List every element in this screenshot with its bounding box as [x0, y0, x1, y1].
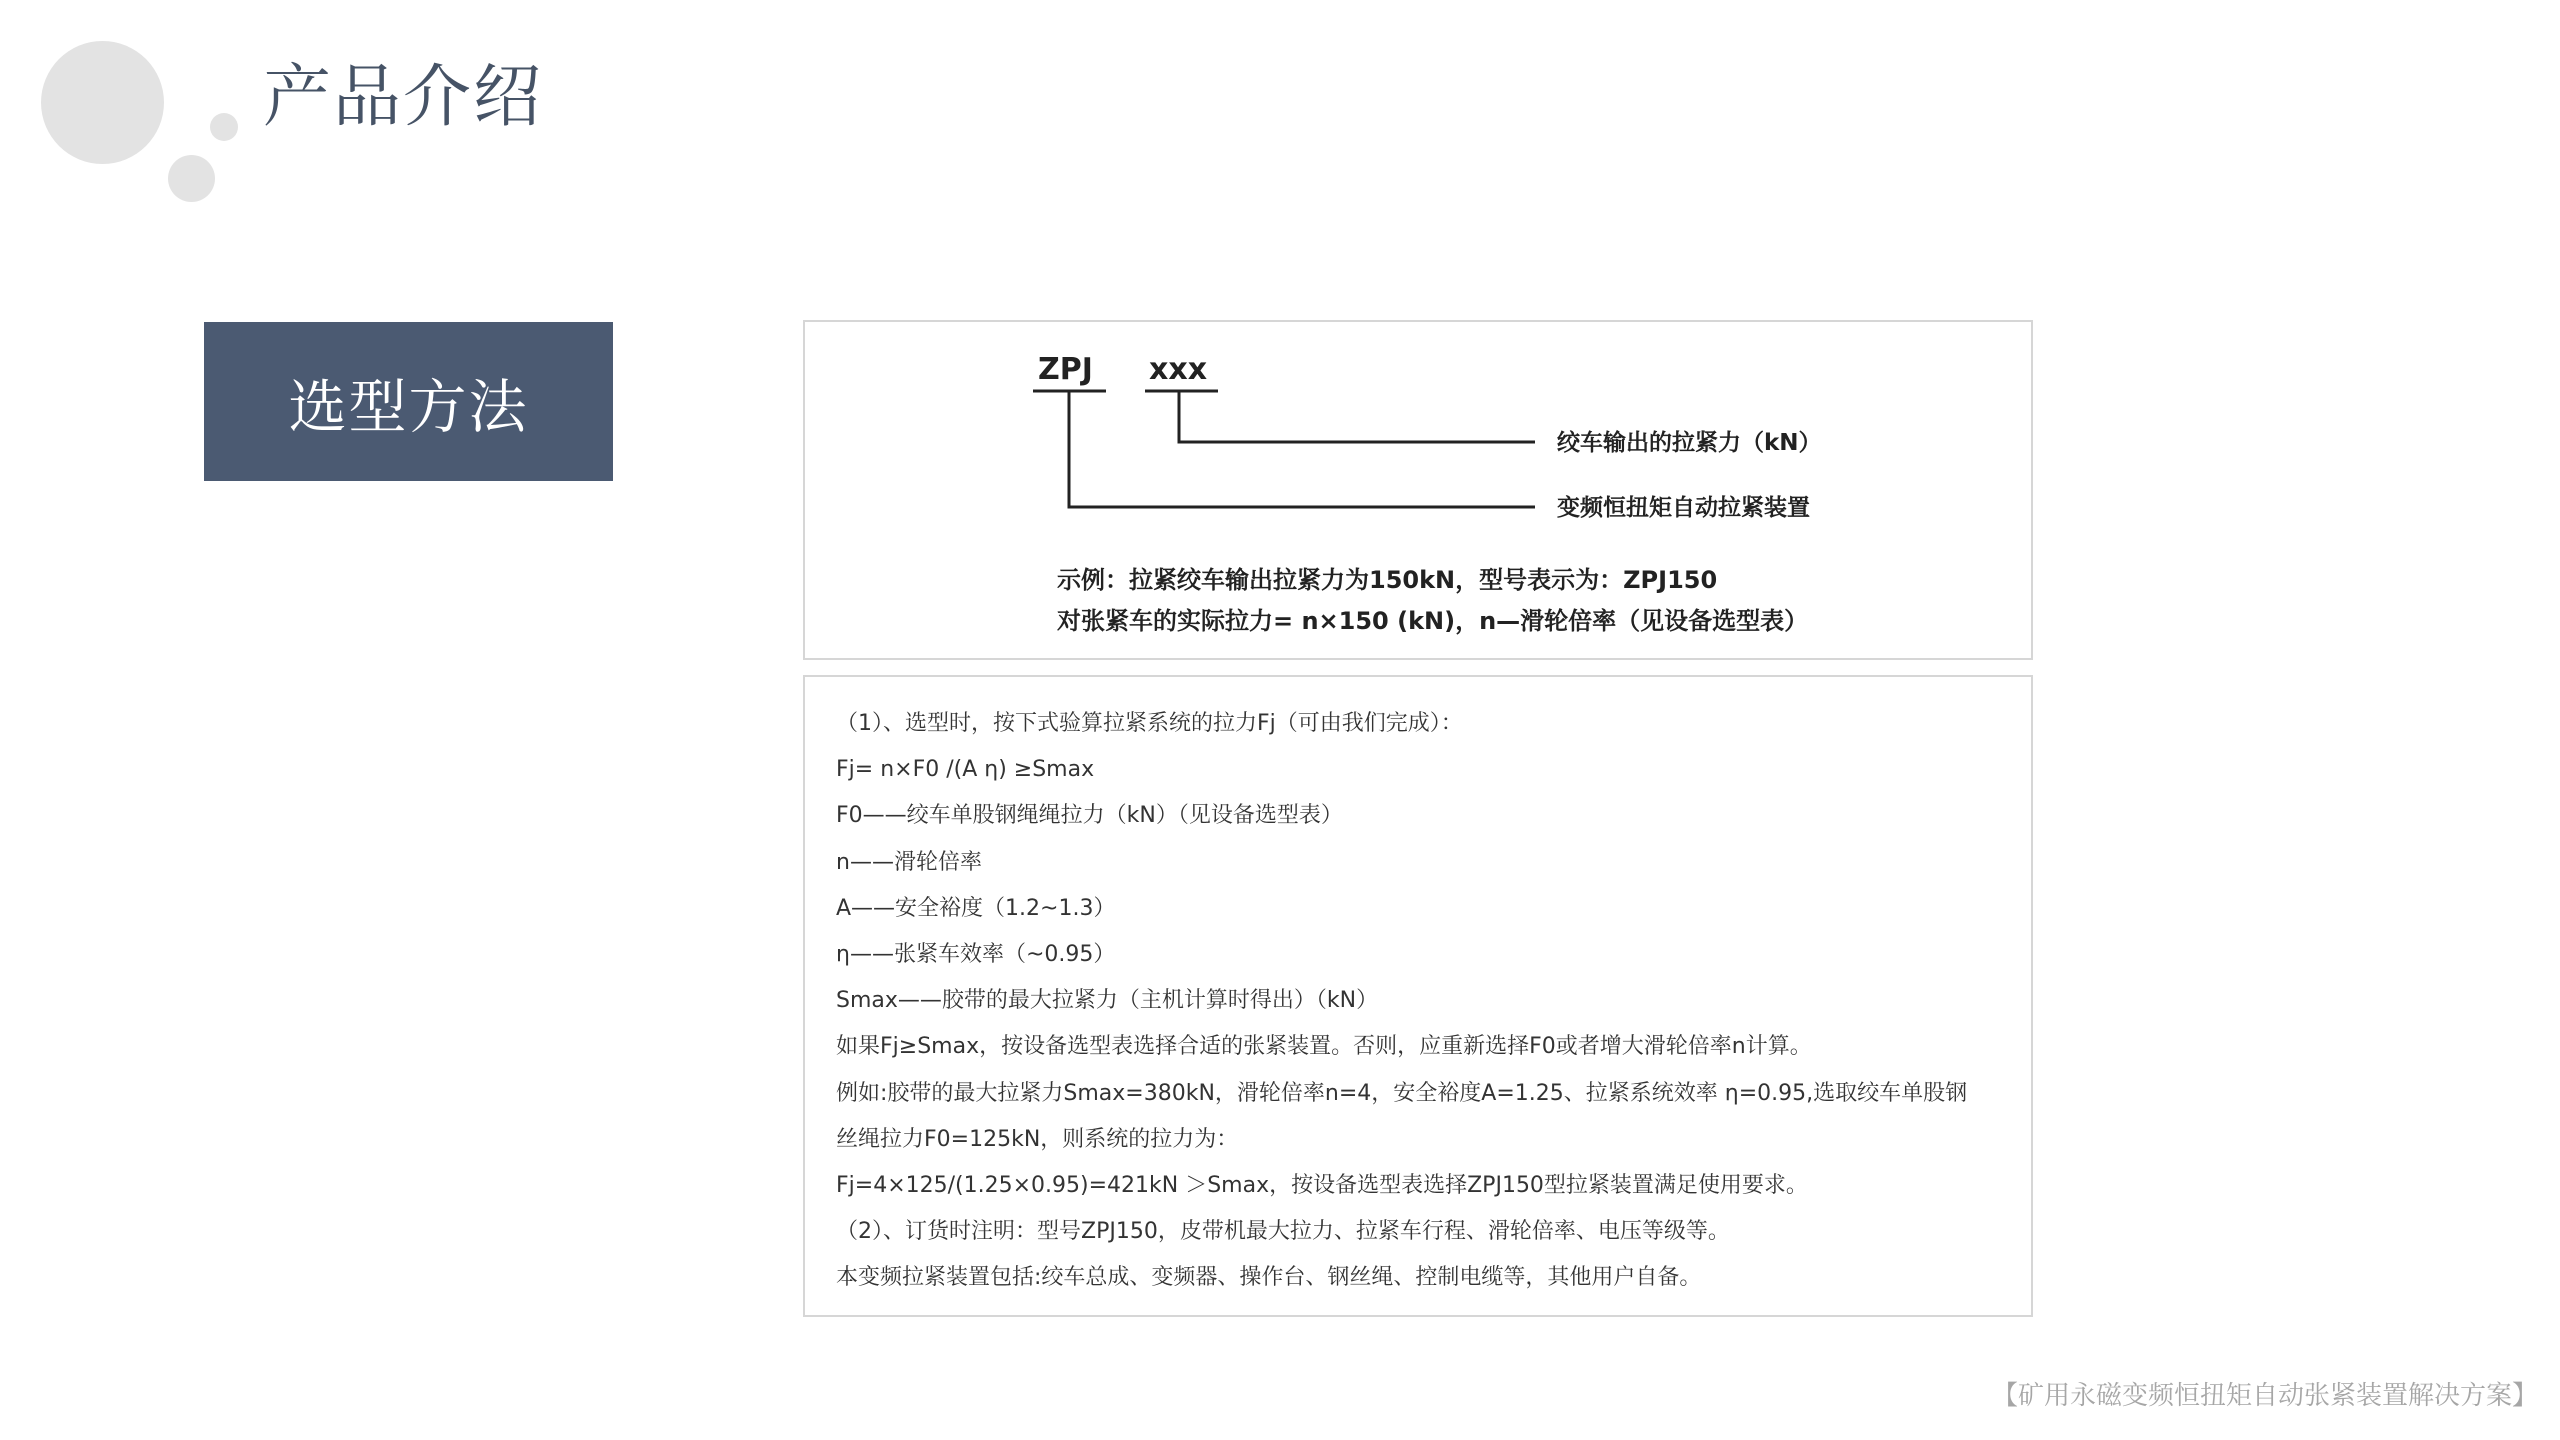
calc-line: Fj=4×125/(1.25×0.95)=421kN ＞Smax，按设备选型表选择ZPJ150型拉紧装置满足使用要求。: [836, 1172, 1808, 1198]
footer-note: 【矿用永磁变频恒扭矩自动张紧装置解决方案】: [1991, 1381, 2538, 1411]
model-designation-panel: [803, 320, 2033, 660]
page-title: 产品介绍: [263, 58, 544, 137]
calc-line: η——张紧车效率（~0.95）: [836, 941, 1116, 967]
decorative-circle-large: [41, 41, 164, 164]
section-label: 选型方法: [288, 372, 529, 441]
calc-line: 本变频拉紧装置包括:绞车总成、变频器、操作台、钢丝绳、控制电缆等，其他用户自备。: [836, 1265, 1702, 1291]
decorative-circle-medium: [168, 155, 215, 202]
calc-line: Smax——胶带的最大拉紧力（主机计算时得出）（kN）: [836, 988, 1379, 1014]
calculation-lines: [836, 701, 1967, 1301]
example-line-2: 对张紧车的实际拉力= n×150 (kN)，n—滑轮倍率（见设备选型表）: [1057, 607, 1809, 635]
calc-line: 丝绳拉力F0=125kN，则系统的拉力为：: [836, 1126, 1239, 1152]
calc-line: （2）、订货时注明：型号ZPJ150，皮带机最大拉力、拉紧车行程、滑轮倍率、电压等级等。: [836, 1219, 1730, 1245]
suffix-leader-line: [1179, 391, 1535, 442]
prefix-leader-line: [1069, 391, 1535, 507]
decorative-circle-small: [210, 113, 238, 141]
calc-line: 例如:胶带的最大拉紧力Smax=380kN，滑轮倍率n=4，安全裕度A=1.25、拉紧系统效率 η=0.95,选取绞车单股钢: [836, 1080, 1968, 1106]
example-line-1: 示例：拉紧绞车输出拉紧力为150kN，型号表示为：ZPJ150: [1057, 566, 1718, 594]
calc-line: A——安全裕度（1.2~1.3）: [836, 895, 1116, 921]
prefix-meaning-text: 变频恒扭矩自动拉紧装置: [1557, 495, 1810, 521]
calc-line: （1）、选型时，按下式验算拉紧系统的拉力Fj（可由我们完成）：: [836, 711, 1463, 736]
calc-line: Fj= n×F0 /(A η) ≥Smax: [836, 757, 1095, 783]
calc-line: 如果Fj≥Smax，按设备选型表选择合适的张紧装置。否则，应重新选择F0或者增大滑轮倍率n计算。: [836, 1034, 1812, 1060]
calc-line: n——滑轮倍率: [836, 849, 982, 875]
calc-line: F0——绞车单股钢绳绳拉力（kN）（见设备选型表）: [836, 803, 1343, 829]
suffix-meaning-text: 绞车输出的拉紧力（kN）: [1557, 430, 1822, 456]
calculation-panel: [803, 675, 2033, 1317]
designation-lines: [1033, 391, 1535, 507]
model-prefix-text: ZPJ: [1038, 352, 1093, 387]
model-suffix-text: xxx: [1149, 352, 1208, 387]
section-label-box: [204, 322, 613, 481]
